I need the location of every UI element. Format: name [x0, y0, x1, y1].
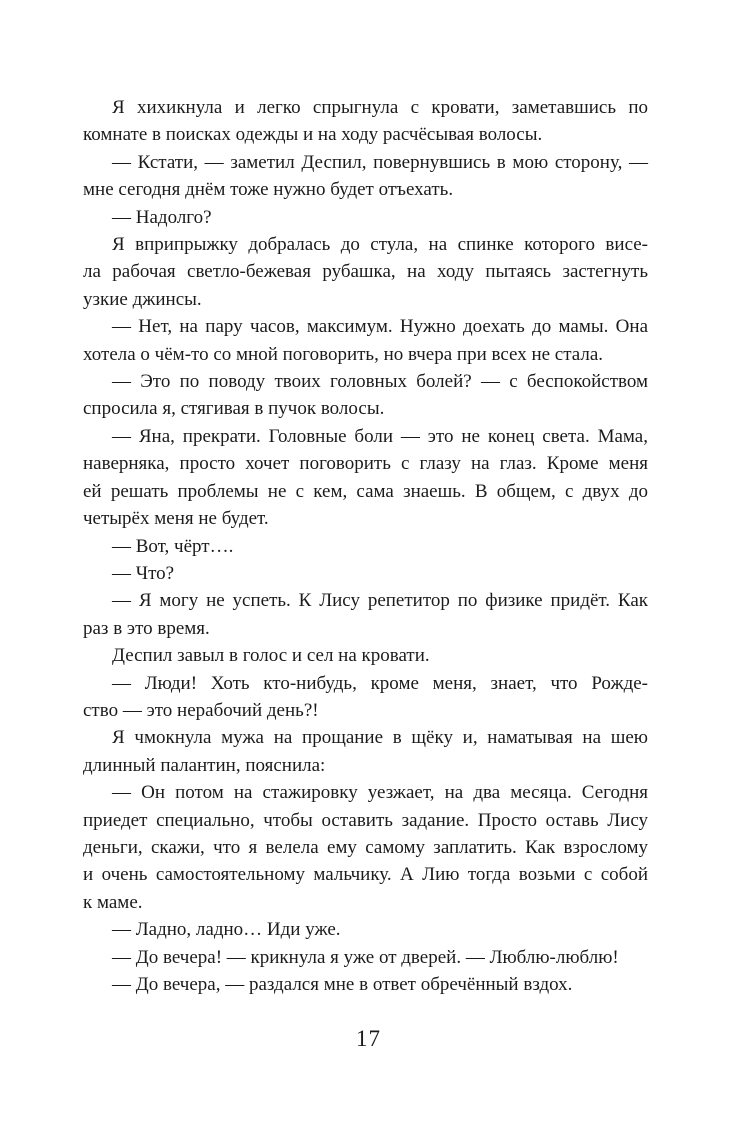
- text-line: — Что?: [112, 562, 175, 584]
- paragraph: [83, 313, 648, 368]
- text-line: комнате в поисках одежды и на ходу расчёсывая волосы.: [83, 124, 543, 146]
- paragraph: [83, 587, 648, 642]
- paragraph: [83, 149, 648, 204]
- text-line: приедет специально, чтобы оставить задание. Просто оставь Лису: [83, 809, 648, 831]
- text-line: — Вот, чёрт….: [112, 535, 234, 557]
- paragraph: [83, 779, 648, 916]
- text-line: — Надолго?: [112, 206, 212, 228]
- text-line: длинный палантин, пояснила:: [83, 754, 326, 776]
- text-line: Я вприпрыжку добралась до стула, на спинке которого висе-: [112, 234, 648, 256]
- text-line: наверняка, просто хочет поговорить с глазу на глаз. Кроме меня: [83, 453, 648, 475]
- paragraph: [83, 231, 648, 313]
- text-line: — До вечера, — раздался мне в ответ обречённый вздох.: [112, 974, 573, 995]
- text-line: узкие джинсы.: [83, 288, 202, 310]
- text-line: — Это по поводу твоих головных болей? — с беспокойством: [112, 371, 648, 393]
- page-number: 17: [356, 1026, 381, 1051]
- text-line: к маме.: [83, 891, 143, 913]
- text-line: — Ладно, ладно… Иди уже.: [112, 919, 341, 941]
- text-line: мне сегодня днём тоже нужно будет отъехать.: [83, 179, 454, 201]
- text-line: — Кстати, — заметил Деспил, повернувшись в мою сторону, —: [112, 151, 648, 173]
- text-line: ла рабочая светло-бежевая рубашка, на ходу пытаясь застегнуть: [83, 261, 648, 283]
- text-line: Я хихикнула и легко спрыгнула с кровати, заметавшись по: [112, 97, 648, 118]
- text-line: спросила я, стягивая в пучок волосы.: [83, 398, 385, 420]
- paragraph: [83, 423, 648, 533]
- text-line: хотела о чём-то со мной поговорить, но вчера при всех не стала.: [83, 343, 604, 365]
- paragraph: [83, 916, 648, 943]
- text-line: и очень самостоятельному мальчику. А Лию тогда возьми с собой: [83, 864, 648, 886]
- paragraph: [83, 560, 648, 587]
- text-line: — Люди! Хоть кто-нибудь, кроме меня, знает, что Рожде-: [112, 672, 648, 694]
- paragraph: [83, 670, 648, 725]
- text-line: деньги, скажи, что я велела ему самому заплатить. Как взрослому: [83, 836, 648, 858]
- paragraph: [83, 533, 648, 560]
- paragraph: [83, 94, 648, 149]
- paragraph: [83, 971, 648, 998]
- text-line: — Он потом на стажировку уезжает, на два месяца. Сегодня: [112, 782, 648, 804]
- paragraph: [83, 204, 648, 231]
- text-line: Я чмокнула мужа на прощание в щёку и, наматывая на шею: [112, 727, 648, 749]
- paragraph: [83, 642, 648, 669]
- page-text: [83, 94, 648, 998]
- paragraph: [83, 724, 648, 779]
- paragraph: [83, 944, 648, 971]
- text-line: ство — это нерабочий день?!: [83, 699, 319, 721]
- text-line: ей решать проблемы не с кем, сама знаешь. В общем, с двух до: [83, 480, 648, 502]
- paragraph: [83, 368, 648, 423]
- text-line: Деспил завыл в голос и сел на кровати.: [112, 645, 430, 667]
- text-line: четырёх меня не будет.: [83, 508, 269, 530]
- text-line: — Я могу не успеть. К Лису репетитор по физике придёт. Как: [112, 590, 648, 612]
- text-line: раз в это время.: [83, 617, 210, 639]
- text-line: — Яна, прекрати. Головные боли — это не конец света. Мама,: [112, 425, 648, 447]
- text-line: — До вечера! — крикнула я уже от дверей. — Люблю-люблю!: [112, 946, 619, 968]
- text-line: — Нет, на пару часов, максимум. Нужно доехать до мамы. Она: [112, 316, 648, 338]
